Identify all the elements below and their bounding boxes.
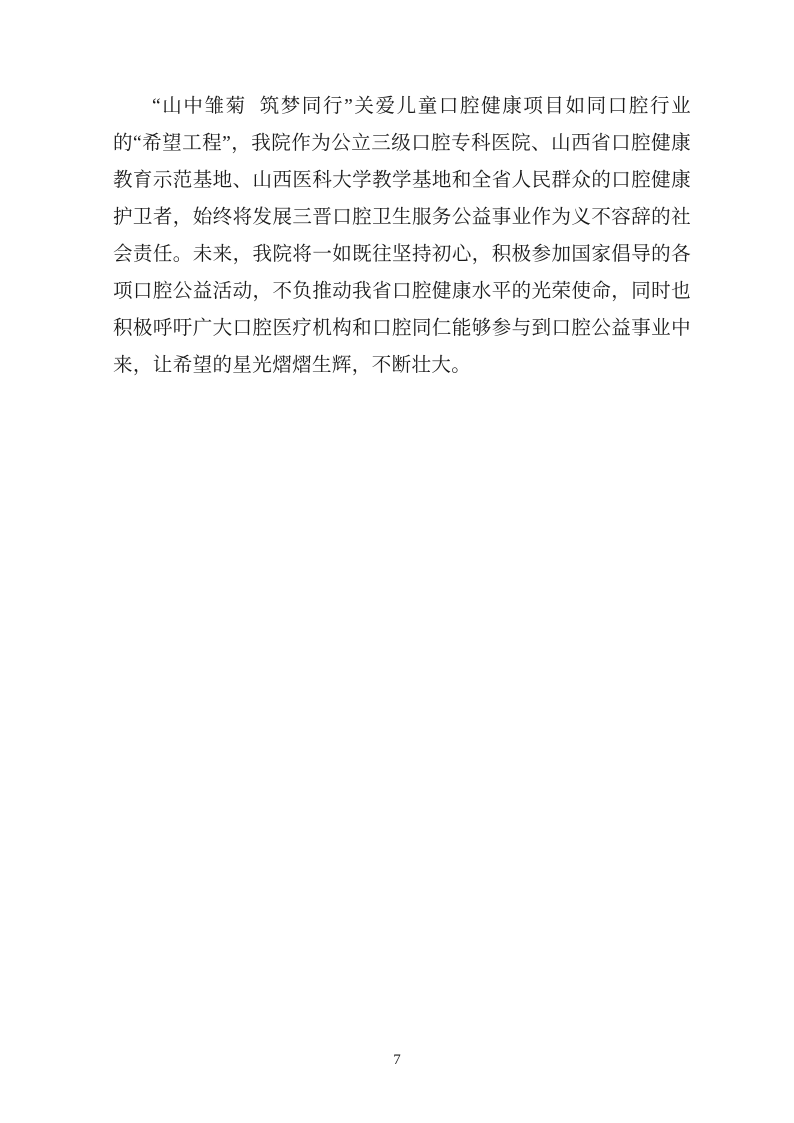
page-number: 7 [393, 1052, 401, 1068]
paragraph: “山中雏菊 筑梦同行”关爱儿童口腔健康项目如同口腔行业的“希望工程”，我院作为公立三级口腔专科医院、山西省口腔健康教育示范基地、山西医科大学教学基地和全省人民群众的口腔健康护卫者，始终将发展三晋口腔卫生服务公益事业作为义不容辞的社会责任。未来，我院将一如既往坚持初心，积极参加国家倡导的各项口腔公益活动，不负推动我省口腔健康水平的光荣使命，同时也积极呼吁广大口腔医疗机构和口腔同仁能够参与到口腔公益事业中来，让希望的星光熠熠生辉，不断壮大。 [113, 96, 691, 376]
document-body [113, 88, 691, 384]
